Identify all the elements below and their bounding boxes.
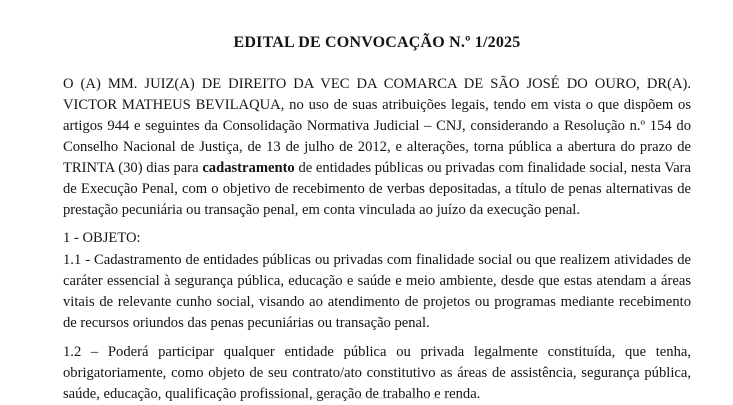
item-1-2-paragraph: 1.2 – Poderá participar qualquer entidade pública ou privada legalmente constituída, que tenha, obrigatoriamente, como objeto de seu contrato/ato constitutivo as áreas de assistência, segurança pública, saúde, educação, qualificação profissional, geração de trabalho e renda. [63, 344, 691, 402]
intro-text-before: O (A) MM. JUIZ(A) DE DIREITO DA VEC DA COMARCA DE SÃO JOSÉ DO OURO, DR(A). VICTOR MATHEUS BEVILAQUA, no uso de suas atribuições legais, tendo em vista o que dispõem os artigos 944 e seguintes da Consolidação Normativa Judicial – CNJ, considerando a Resolução n.º 154 do Conselho Nacional de Justiça, de 13 de julho de 2012, e alterações, torna pública a abertura do prazo de TRINTA (30) dias para [63, 76, 691, 176]
item-1-1-paragraph: 1.1 - Cadastramento de entidades públicas ou privadas com finalidade social ou que realizem atividades de caráter essencial à segurança pública, educação e saúde e meio ambiente, desde que estas atendam a áreas vitais de relevante cunho social, visando ao atendimento de projetos ou programas mediante recebimento de recursos oriundos das penas pecuniárias ou transação penal. [63, 252, 691, 331]
clipped-next-line-fragment [268, 397, 463, 399]
intro-text-after: de entidades públicas ou privadas com finalidade social, nesta Vara de Execução Penal, com o objetivo de recebimento de verbas depositadas, a título de penas alternativas de prestação pecuniária ou transação penal, em conta vinculada ao juízo da execução penal. [63, 160, 692, 218]
document-title: EDITAL DE CONVOCAÇÃO N.º 1/2025 [233, 33, 521, 51]
intro-bold-word: cadastramento [202, 160, 295, 176]
section-heading-objeto: 1 - OBJETO: [63, 230, 141, 246]
intro-paragraph [63, 74, 691, 221]
